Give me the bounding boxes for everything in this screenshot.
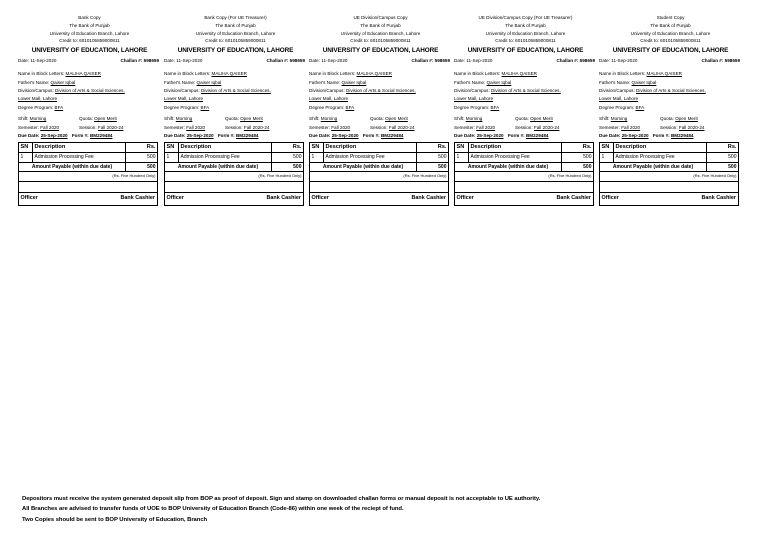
student-name: MALIHA QAISER — [501, 71, 537, 77]
fee-table-header: SN Description Rs. — [19, 143, 158, 153]
challan-date: Date: 11-Sep-2020 — [599, 58, 638, 64]
fee-table-header: SN Description Rs. — [455, 143, 594, 153]
amount-in-words: (Rs. Five Hundred Only) — [455, 172, 594, 182]
footer-notes — [22, 494, 762, 525]
due-form-row: Due Date: 25-Sep-2020 Form #: BM229484 — [599, 132, 694, 138]
semester-value: Fall 2020 — [476, 124, 496, 130]
fee-description: Admission Processing Fee — [179, 152, 272, 162]
shift-value: Morning — [465, 116, 483, 122]
university-name: UNIVERSITY OF EDUCATION, LAHORE — [612, 47, 729, 55]
challan-copy — [18, 14, 161, 220]
division-location: Lower Mall, Lahore — [454, 96, 494, 102]
amount-payable-row: Amount Payable (within due date) 500 — [310, 162, 449, 172]
semester-session-row: Semester: Fall 2020 Session: Fall 2020-24 — [599, 124, 705, 130]
challan-number: Challan #: 598659 — [701, 58, 740, 64]
due-date: 25-Sep-2020 — [40, 132, 68, 138]
father-name: Qaiser Iqbal — [486, 79, 512, 85]
fee-amount: 500 — [707, 152, 739, 162]
father-name: Qaiser Iqbal — [341, 79, 367, 85]
amount-in-words-row — [310, 172, 449, 182]
fee-table — [309, 142, 449, 205]
officer-signature: Officer — [166, 195, 184, 202]
bank-name: The Bank of Punjab — [505, 22, 546, 28]
session-value: Fall 2020-24 — [97, 124, 124, 130]
copy-header — [164, 14, 307, 45]
university-name: UNIVERSITY OF EDUCATION, LAHORE — [31, 47, 148, 55]
date-challan-row — [309, 56, 452, 65]
quota-value: Open Merit — [530, 116, 553, 122]
bank-name: The Bank of Punjab — [650, 22, 691, 28]
quota-value: Open Merit — [675, 116, 698, 122]
degree-program: BFA — [490, 104, 500, 110]
student-name-field: Name in Block Letters: MALIHA QAISER — [454, 71, 537, 77]
amount-payable: 500 — [707, 162, 739, 172]
semester-session-row: Semester: Fall 2020 Session: Fall 2020-24 — [18, 124, 124, 130]
form-number: BM229484 — [670, 132, 694, 138]
copy-header — [18, 14, 161, 45]
student-name-field: Name in Block Letters: MALIHA QAISER — [18, 71, 101, 77]
footer-note-1: Depositors must receive the system generated deposit slip from BOP as proof of deposit. Sign and stamp on downloaded challan forms or manual deposit is not acceptable to UE authority. — [22, 496, 541, 502]
amount-payable-row: Amount Payable (within due date) 500 — [19, 162, 158, 172]
fee-amount: 500 — [126, 152, 158, 162]
division-field: Division/Campus: Division of Arts & Social Sciences, — [18, 87, 125, 93]
copy-header — [309, 14, 452, 45]
amount-in-words-row — [455, 172, 594, 182]
credit-account: Credit to: 6010105859000811 — [640, 38, 701, 44]
challan-copies — [18, 14, 754, 220]
due-date: 25-Sep-2020 — [621, 132, 649, 138]
signature-row — [19, 192, 158, 205]
officer-signature: Officer — [601, 195, 619, 202]
fee-description: Admission Processing Fee — [33, 152, 126, 162]
table-row: 1 Admission Processing Fee 500 — [600, 152, 739, 162]
challan-number: Challan #: 598659 — [556, 58, 595, 64]
semester-value: Fall 2020 — [621, 124, 641, 130]
due-form-row: Due Date: 25-Sep-2020 Form #: BM229484 — [164, 132, 259, 138]
division-name: Division of Arts & Social Sciences, — [491, 87, 561, 93]
table-row: 1 Admission Processing Fee 500 — [455, 152, 594, 162]
amount-payable-row: Amount Payable (within due date) 500 — [455, 162, 594, 172]
footer-note-3: Two Copies should be sent to BOP University of Education, Branch — [22, 516, 208, 523]
amount-in-words: (Rs. Five Hundred Only) — [19, 172, 158, 182]
session-value: Fall 2020-24 — [533, 124, 560, 130]
division-field-line2 — [454, 95, 597, 103]
challan-date: Date: 11-Sep-2020 — [454, 58, 493, 64]
amount-in-words: (Rs. Five Hundred Only) — [310, 172, 449, 182]
father-name-field: Father's Name: Qaiser Iqbal — [309, 79, 367, 85]
date-challan-row — [18, 56, 161, 65]
branch-name: University of Education Branch, Lahore — [49, 30, 130, 36]
credit-account: Credit to: 6010105859000811 — [350, 38, 411, 44]
session-value: Fall 2020-24 — [243, 124, 270, 130]
division-name: Division of Arts & Social Sciences, — [55, 87, 125, 93]
quota-value: Open Merit — [94, 116, 117, 122]
signature-row — [455, 192, 594, 205]
fee-table — [164, 142, 304, 205]
branch-name: University of Education Branch, Lahore — [340, 30, 421, 36]
semester-session-row: Semester: Fall 2020 Session: Fall 2020-24 — [164, 124, 270, 130]
amount-in-words-row — [600, 172, 739, 182]
fee-table-header: SN Description Rs. — [310, 143, 449, 153]
copy-title: Student Copy — [656, 15, 685, 20]
division-field: Division/Campus: Division of Arts & Social Sciences, — [454, 87, 561, 93]
amount-payable: 500 — [562, 162, 594, 172]
footer-note-2: All Branches are advised to transfer funds of UOE to BOP University of Education Branch (Code-86) within one week of the reciept of fund. — [22, 506, 404, 513]
division-location: Lower Mall, Lahore — [309, 96, 349, 102]
bank-name: The Bank of Punjab — [69, 22, 110, 28]
fee-amount: 500 — [272, 152, 304, 162]
cashier-signature: Bank Cashier — [120, 195, 155, 202]
semester-session-row: Semester: Fall 2020 Session: Fall 2020-24 — [309, 124, 415, 130]
fee-amount: 500 — [417, 152, 449, 162]
date-challan-row — [599, 56, 742, 65]
session-value: Fall 2020-24 — [678, 124, 705, 130]
quota-value: Open Merit — [240, 116, 263, 122]
due-date: 25-Sep-2020 — [476, 132, 504, 138]
branch-name: University of Education Branch, Lahore — [485, 30, 566, 36]
semester-value: Fall 2020 — [331, 124, 351, 130]
amount-in-words-row — [19, 172, 158, 182]
division-field-line2 — [309, 95, 452, 103]
due-date: 25-Sep-2020 — [186, 132, 214, 138]
degree-field: Degree Program: BFA — [599, 104, 645, 110]
division-field-line2 — [164, 95, 307, 103]
division-field-line2 — [599, 95, 742, 103]
division-field: Division/Campus: Division of Arts & Social Sciences, — [309, 87, 416, 93]
bank-name: The Bank of Punjab — [215, 22, 256, 28]
amount-payable-row: Amount Payable (within due date) 500 — [165, 162, 304, 172]
father-name-field: Father's Name: Qaiser Iqbal — [18, 79, 76, 85]
student-name: MALIHA QAISER — [356, 71, 392, 77]
credit-account: Credit to: 6010105859000811 — [205, 38, 266, 44]
division-field: Division/Campus: Division of Arts & Social Sciences, — [164, 87, 271, 93]
table-row: 1 Admission Processing Fee 500 — [310, 152, 449, 162]
date-challan-row — [164, 56, 307, 65]
challan-date: Date: 11-Sep-2020 — [309, 58, 348, 64]
division-name: Division of Arts & Social Sciences, — [636, 87, 706, 93]
degree-program: BFA — [345, 104, 355, 110]
amount-in-words-row — [165, 172, 304, 182]
cashier-signature: Bank Cashier — [556, 195, 591, 202]
challan-copy — [164, 14, 307, 220]
challan-number: Challan #: 598659 — [120, 58, 159, 64]
degree-program: BFA — [200, 104, 210, 110]
copy-title: UE Division/Campus Copy (For UE Treasurer) — [478, 15, 573, 20]
due-form-row: Due Date: 25-Sep-2020 Form #: BM229484 — [454, 132, 549, 138]
form-number: BM229484 — [89, 132, 113, 138]
challan-number: Challan #: 598659 — [266, 58, 305, 64]
degree-program: BFA — [54, 104, 64, 110]
amount-in-words: (Rs. Five Hundred Only) — [165, 172, 304, 182]
fee-table-header: SN Description Rs. — [165, 143, 304, 153]
copy-title: UE Division/Campus Copy — [353, 15, 408, 20]
amount-payable: 500 — [126, 162, 158, 172]
table-row: 1 Admission Processing Fee 500 — [19, 152, 158, 162]
copy-header — [599, 14, 742, 45]
fee-description: Admission Processing Fee — [469, 152, 562, 162]
fee-table-header: SN Description Rs. — [600, 143, 739, 153]
degree-field: Degree Program: BFA — [164, 104, 210, 110]
challan-copy — [309, 14, 452, 220]
challan-copy — [454, 14, 597, 220]
bank-name: The Bank of Punjab — [360, 22, 401, 28]
semester-value: Fall 2020 — [186, 124, 206, 130]
amount-payable: 500 — [272, 162, 304, 172]
copy-title: Bank Copy — [78, 15, 101, 20]
fee-amount: 500 — [562, 152, 594, 162]
form-number: BM229484 — [525, 132, 549, 138]
student-name-field: Name in Block Letters: MALIHA QAISER — [599, 71, 682, 77]
amount-payable-row: Amount Payable (within due date) 500 — [600, 162, 739, 172]
shift-value: Morning — [320, 116, 338, 122]
due-date: 25-Sep-2020 — [331, 132, 359, 138]
student-name: MALIHA QAISER — [65, 71, 101, 77]
form-number: BM229484 — [235, 132, 259, 138]
officer-signature: Officer — [311, 195, 329, 202]
degree-field: Degree Program: BFA — [309, 104, 355, 110]
division-name: Division of Arts & Social Sciences, — [201, 87, 271, 93]
shift-quota-row: Shift: Morning Quota: Open Merit — [309, 116, 408, 122]
father-name: Qaiser Iqbal — [196, 79, 222, 85]
shift-value: Morning — [29, 116, 47, 122]
challan-date: Date: 11-Sep-2020 — [18, 58, 57, 64]
division-location: Lower Mall, Lahore — [164, 96, 204, 102]
officer-signature: Officer — [20, 195, 38, 202]
session-value: Fall 2020-24 — [388, 124, 415, 130]
degree-field: Degree Program: BFA — [18, 104, 64, 110]
degree-field: Degree Program: BFA — [454, 104, 500, 110]
shift-quota-row: Shift: Morning Quota: Open Merit — [599, 116, 698, 122]
cashier-signature: Bank Cashier — [701, 195, 736, 202]
table-row: 1 Admission Processing Fee 500 — [165, 152, 304, 162]
fee-description: Admission Processing Fee — [324, 152, 417, 162]
challan-date: Date: 11-Sep-2020 — [164, 58, 203, 64]
copy-header — [454, 14, 597, 45]
father-name-field: Father's Name: Qaiser Iqbal — [454, 79, 512, 85]
shift-value: Morning — [175, 116, 193, 122]
challan-copy — [599, 14, 742, 220]
division-field: Division/Campus: Division of Arts & Social Sciences, — [599, 87, 706, 93]
division-location: Lower Mall, Lahore — [18, 96, 58, 102]
degree-program: BFA — [635, 104, 645, 110]
shift-value: Morning — [610, 116, 628, 122]
officer-signature: Officer — [456, 195, 474, 202]
father-name: Qaiser Iqbal — [631, 79, 657, 85]
student-name: MALIHA QAISER — [211, 71, 247, 77]
date-challan-row — [454, 56, 597, 65]
division-location: Lower Mall, Lahore — [599, 96, 639, 102]
signature-row — [165, 192, 304, 205]
division-name: Division of Arts & Social Sciences, — [346, 87, 416, 93]
fee-description: Admission Processing Fee — [614, 152, 707, 162]
father-name-field: Father's Name: Qaiser Iqbal — [164, 79, 222, 85]
student-name: MALIHA QAISER — [646, 71, 682, 77]
cashier-signature: Bank Cashier — [411, 195, 446, 202]
branch-name: University of Education Branch, Lahore — [630, 30, 711, 36]
shift-quota-row: Shift: Morning Quota: Open Merit — [164, 116, 263, 122]
credit-account: Credit to: 6010105859000811 — [495, 38, 556, 44]
father-name-field: Father's Name: Qaiser Iqbal — [599, 79, 657, 85]
signature-row — [310, 192, 449, 205]
university-name: UNIVERSITY OF EDUCATION, LAHORE — [177, 47, 294, 55]
branch-name: University of Education Branch, Lahore — [195, 30, 276, 36]
university-name: UNIVERSITY OF EDUCATION, LAHORE — [322, 47, 439, 55]
credit-account: Credit to: 6010105859000811 — [59, 38, 120, 44]
semester-session-row: Semester: Fall 2020 Session: Fall 2020-24 — [454, 124, 560, 130]
father-name: Qaiser Iqbal — [50, 79, 76, 85]
copy-title: Bank Copy (For UE Treasurer) — [204, 15, 267, 20]
cashier-signature: Bank Cashier — [266, 195, 301, 202]
student-name-field: Name in Block Letters: MALIHA QAISER — [164, 71, 247, 77]
student-name-field: Name in Block Letters: MALIHA QAISER — [309, 71, 392, 77]
shift-quota-row: Shift: Morning Quota: Open Merit — [18, 116, 117, 122]
form-number: BM229484 — [380, 132, 404, 138]
fee-table — [18, 142, 158, 205]
amount-in-words: (Rs. Five Hundred Only) — [600, 172, 739, 182]
challan-number: Challan #: 598659 — [411, 58, 450, 64]
semester-value: Fall 2020 — [40, 124, 60, 130]
university-name: UNIVERSITY OF EDUCATION, LAHORE — [467, 47, 584, 55]
division-field-line2 — [18, 95, 161, 103]
due-form-row: Due Date: 25-Sep-2020 Form #: BM229484 — [18, 132, 113, 138]
fee-table — [454, 142, 594, 205]
signature-row — [600, 192, 739, 205]
quota-value: Open Merit — [385, 116, 408, 122]
fee-table — [599, 142, 739, 205]
due-form-row: Due Date: 25-Sep-2020 Form #: BM229484 — [309, 132, 404, 138]
shift-quota-row: Shift: Morning Quota: Open Merit — [454, 116, 553, 122]
amount-payable: 500 — [417, 162, 449, 172]
